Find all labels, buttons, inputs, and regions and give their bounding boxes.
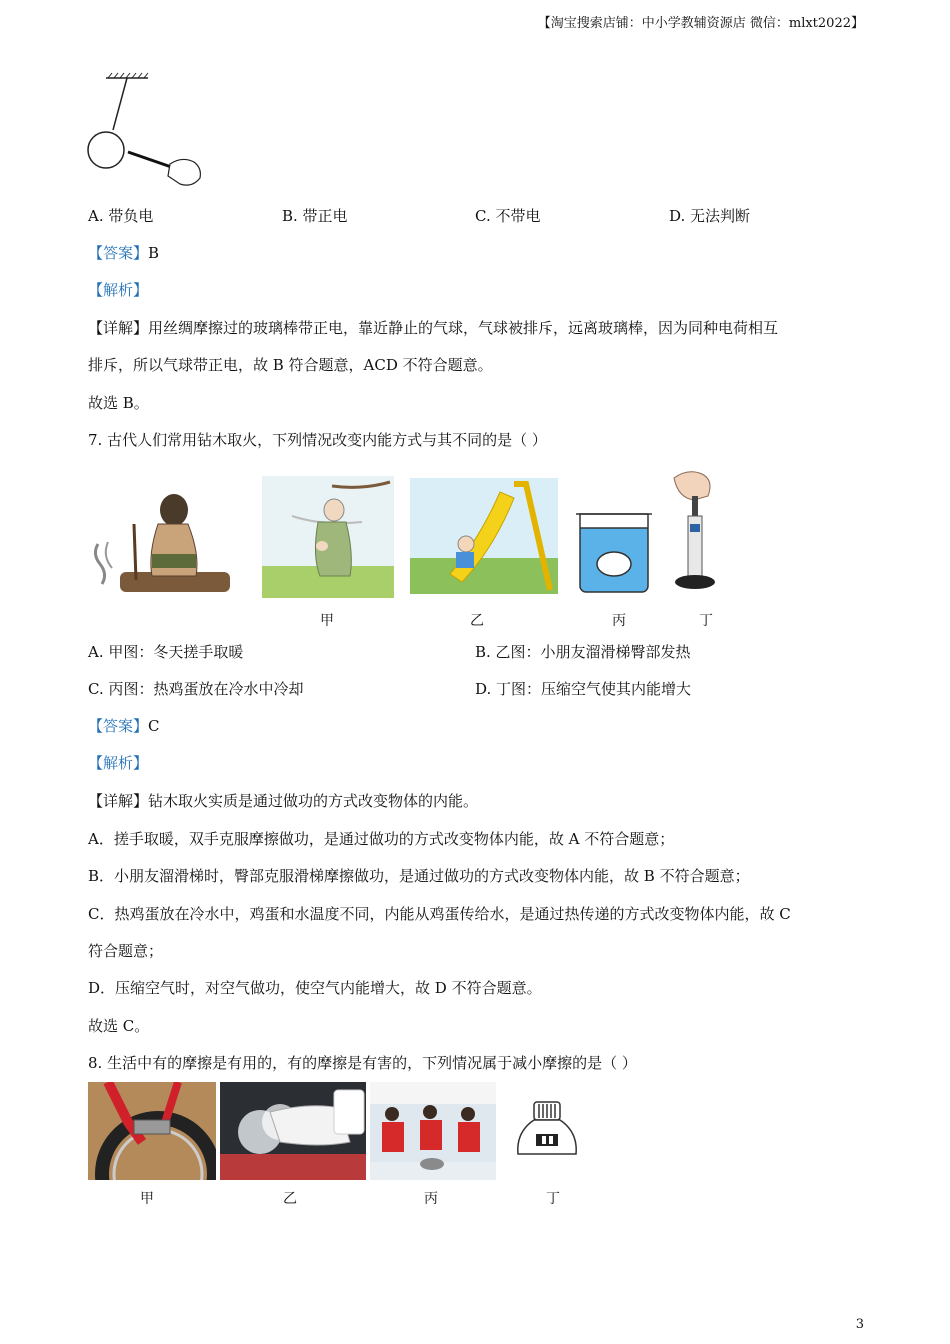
q8-caption-yi: 乙: [283, 1191, 297, 1207]
q6-detail-line-2: 排斥，所以气球带正电，故 B 符合题意，ACD 不符合题意。: [88, 356, 493, 374]
q7-caption-jia: 甲: [320, 613, 334, 629]
q7-detail-a: A．搓手取暖，双手克服摩擦做功，是通过做功的方式改变物体内能，故 A 不符合题意；: [88, 830, 675, 848]
q7-option-c: C. 丙图：热鸡蛋放在冷水中冷却: [88, 680, 304, 698]
q6-detail-line-1: 【详解】用丝绸摩擦过的玻璃棒带正电，靠近静止的气球，气球被排斥，远离玻璃棒，因为同种电荷相互: [88, 319, 779, 337]
q7-stem: 7. 古代人们常用钻木取火，下列情况改变内能方式与其不同的是（ ）: [88, 431, 547, 449]
q8-ding-bottle-cap-figure: [512, 1098, 584, 1160]
q6-option-b: B. 带正电: [282, 207, 348, 225]
q7-yi-slide-figure: [410, 478, 558, 594]
q7-ding-air-pump-figure: [668, 468, 724, 594]
q7-caption-bing: 丙: [612, 613, 626, 629]
q6-pendulum-figure: [84, 72, 208, 196]
q8-caption-jia: 甲: [140, 1191, 154, 1207]
q7-detail-c-2: 符合题意；: [88, 942, 164, 960]
page-header: 【淘宝搜索店铺：中小学教辅资源店 微信：mlxt2022】: [537, 16, 864, 31]
q7-option-a: A. 甲图：冬天搓手取暖: [88, 643, 244, 661]
q6-option-a: A. 带负电: [88, 207, 154, 225]
q7-jia-rubbing-hands-figure: [262, 476, 394, 598]
q6-answer: 【答案】B: [88, 244, 160, 262]
q8-yi-chalk-hands-figure: [220, 1082, 366, 1180]
q7-answer: 【答案】C: [88, 717, 160, 735]
q6-option-c: C. 不带电: [475, 207, 541, 225]
q7-option-b: B. 乙图：小朋友溜滑梯臀部发热: [475, 643, 691, 661]
q7-conclusion: 故选 C。: [88, 1017, 150, 1035]
q7-analysis-tag: 【解析】: [88, 754, 149, 772]
q6-analysis-tag: 【解析】: [88, 281, 149, 299]
q8-bing-curling-figure: [370, 1082, 496, 1180]
q7-detail-b: B．小朋友溜滑梯时，臀部克服滑梯摩擦做功，是通过做功的方式改变物体内能，故 B 不符合题意；: [88, 867, 750, 885]
q6-option-d: D. 无法判断: [669, 207, 751, 225]
q8-stem: 8. 生活中有的摩擦是有用的，有的摩擦是有害的，下列情况属于减小摩擦的是（ ）: [88, 1054, 637, 1072]
q6-conclusion: 故选 B。: [88, 394, 149, 412]
q7-option-d: D. 丁图：压缩空气使其内能增大: [475, 680, 692, 698]
q8-jia-bicycle-brake-figure: [88, 1082, 216, 1180]
q7-detail-c-1: C．热鸡蛋放在冷水中，鸡蛋和水温度不同，内能从鸡蛋传给水，是通过热传递的方式改变物体内能，故 C: [88, 905, 791, 923]
q7-caption-yi: 乙: [470, 613, 484, 629]
q7-detail-d: D．压缩空气时，对空气做功，使空气内能增大，故 D 不符合题意。: [88, 979, 542, 997]
q7-bing-beaker-figure: [574, 510, 654, 594]
q8-caption-ding: 丁: [546, 1191, 560, 1207]
q7-fire-drill-figure: [88, 484, 234, 596]
q7-caption-ding: 丁: [699, 613, 713, 629]
q8-caption-bing: 丙: [424, 1191, 438, 1207]
page-number: 3: [855, 1317, 864, 1332]
q7-detail-intro: 【详解】钻木取火实质是通过做功的方式改变物体的内能。: [88, 792, 479, 810]
